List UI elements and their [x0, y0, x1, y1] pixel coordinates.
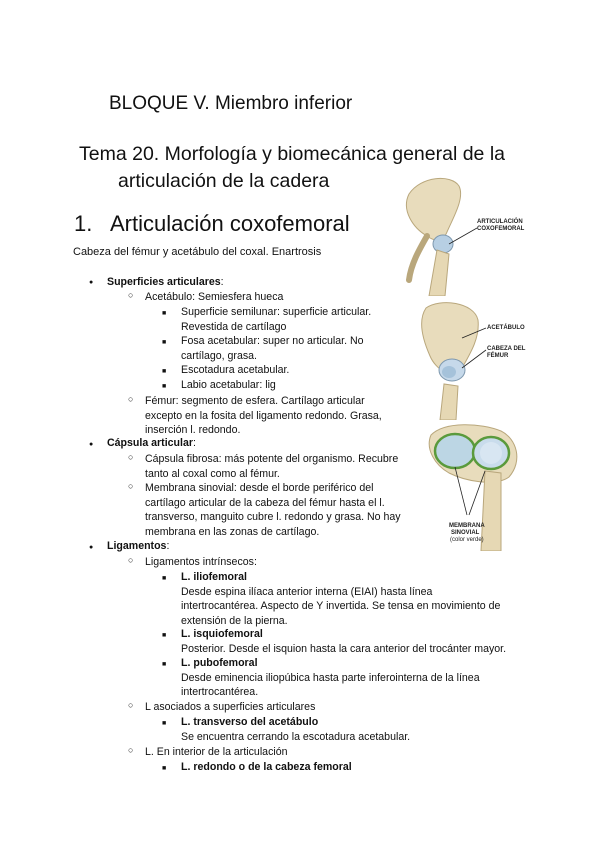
bullet-square: [162, 365, 166, 376]
bullet-square: [162, 380, 166, 391]
figure-label: ACETÁBULO: [487, 325, 525, 331]
bullet-square: [162, 762, 166, 773]
list-item-interior: L. En interior de la articulación: [145, 746, 288, 758]
list-item-escotadura: Escotadura acetabular.: [181, 364, 290, 376]
acetabulum-illustration: [418, 298, 528, 420]
list-item-intrinsecos: Ligamentos intrínsecos:: [145, 556, 257, 568]
block-heading: BLOQUE V. Miembro inferior: [109, 93, 353, 114]
bullet-circle: [128, 555, 133, 566]
figure-label: SINOVIAL: [451, 530, 480, 536]
section-heading: [74, 211, 350, 237]
list-item-labio: Labio acetabular: lig: [181, 379, 276, 391]
figure-label: MEMBRANA: [449, 523, 485, 529]
figure-label: CABEZA DEL: [487, 346, 526, 352]
topic-heading-line2: articulación de la cadera: [118, 170, 330, 192]
bullet-square: [162, 717, 166, 728]
list-item-iliofemoral: L. iliofemoral Desde espina ilíaca anterior interna (EIAI) hasta línea intertrocantérea. Aspecto de Y invertida. Se tensa en movimiento de extensión de la pierna.: [181, 571, 501, 627]
bullet-circle: [128, 452, 133, 463]
section-number: 1.: [74, 211, 93, 236]
list-item-transverso: L. transverso del acetábulo Se encuentra cerrando la escotadura acetabular.: [181, 716, 411, 743]
bullet-circle: [128, 290, 133, 301]
bullet-circle: [128, 700, 133, 711]
intro-text: Cabeza del fémur y acetábulo del coxal. Enartrosis: [73, 246, 322, 258]
figure-label: FÉMUR: [487, 353, 509, 359]
topic-heading-line1: Tema 20. Morfología y biomecánica general de la: [79, 143, 505, 165]
synovial-membrane-illustration: [425, 421, 528, 551]
bullet-square: [162, 307, 166, 318]
figure-label: ARTICULACIÓN: [477, 219, 523, 225]
list-item-fibrosa: Cápsula fibrosa: más potente del organismo. Recubre tanto al coxal como al fémur.: [145, 453, 399, 480]
list-item-capsula: Cápsula articular:: [107, 437, 196, 449]
list-item-redondo: L. redondo o de la cabeza femoral: [181, 761, 352, 773]
section-title: Articulación coxofemoral: [110, 211, 350, 236]
bullet-dot: [89, 276, 93, 287]
bullet-square: [162, 336, 166, 347]
hip-joint-illustration: [391, 172, 528, 296]
figure-label: (color verde): [450, 537, 484, 543]
bullet-circle: [128, 481, 133, 492]
figure-label: COXOFEMORAL: [477, 226, 525, 232]
bullet-square: [162, 629, 166, 640]
list-item-sinovial: Membrana sinovial: desde el borde periférico del cartílago articular de la cabeza del fémur hasta el l. transverso, manguito cubre l. redondo y grasa. No hay membrana en las zonas de cartílago.: [145, 482, 401, 538]
list-item-fosa: Fosa acetabular: super no articular. No cartílago, grasa.: [181, 335, 364, 362]
bullet-dot: [89, 541, 93, 552]
bullet-circle: [128, 745, 133, 756]
list-item-pubofemoral: L. pubofemoral Desde eminencia iliopúbica hasta parte inferointerna de la línea intertrocantérea.: [181, 657, 480, 699]
list-item-superficies: Superficies articulares:: [107, 276, 224, 288]
list-item-semilunar: Superficie semilunar: superficie articular. Revestida de cartílago: [181, 306, 372, 333]
bullet-square: [162, 572, 166, 583]
bullet-square: [162, 658, 166, 669]
bullet-circle: [128, 394, 133, 405]
list-item-ligamentos: Ligamentos:: [107, 540, 170, 552]
list-item-asociados: L asociados a superficies articulares: [145, 701, 316, 713]
list-item-acetabulo: Acetábulo: Semiesfera hueca: [145, 291, 284, 303]
list-item-isquiofemoral: L. isquiofemoral Posterior. Desde el isquion hasta la cara anterior del trocánter mayor.: [181, 628, 507, 655]
list-item-femur: Fémur: segmento de esfera. Cartílago articular excepto en la fosita del ligamento redondo. Grasa, inserción l. redondo.: [145, 395, 382, 437]
bullet-dot: [89, 438, 93, 449]
